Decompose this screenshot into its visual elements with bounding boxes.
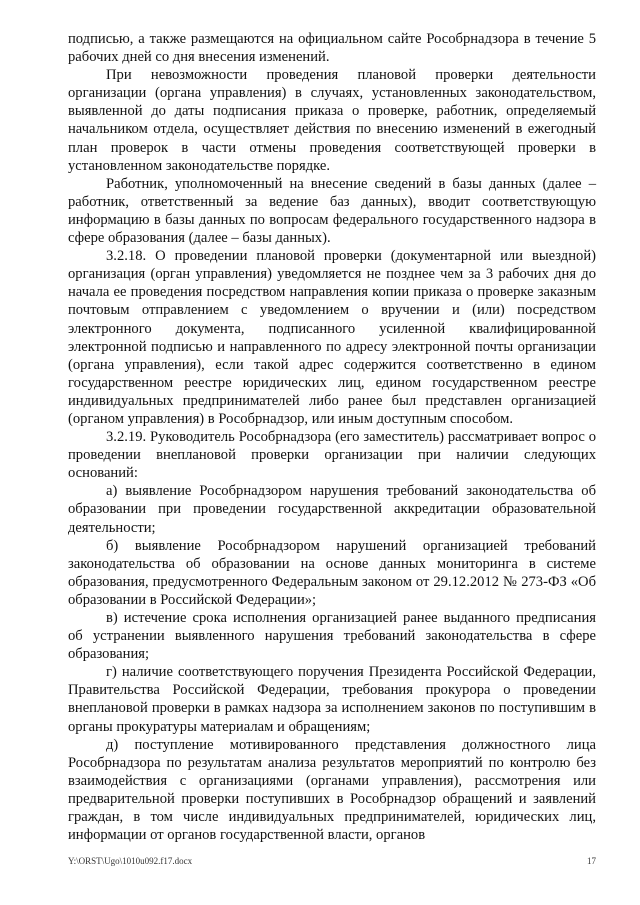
list-item-a: а) выявление Рособрнадзором нарушения требований законодательства об образовании при проведении государственной аккредитации образовательной деятельности; bbox=[68, 483, 596, 536]
list-item-v: в) истечение срока исполнения организацией ранее выданного предписания об устранении выявленного нарушения требований законодательства в сфере образования; bbox=[68, 610, 596, 663]
footer-page-number: 17 bbox=[587, 856, 596, 866]
list-item-b: б) выявление Рособрнадзором нарушений организацией требований законодательства об образовании на основе данных мониторинга в системе образования, предусмотренного Федеральным законом от 29.12.2012 № 273-ФЗ «Об образовании в Российской Федерации»; bbox=[68, 537, 596, 608]
list-item-g: г) наличие соответствующего поручения Президента Российской Федерации, Правительства Российской Федерации, требования прокурора о проведении внеплановой проверки в рамках надзора за исполнением законов по поступившим в органы прокуратуры материалам и обращениям; bbox=[68, 664, 596, 735]
paragraph-3-2-19: 3.2.19. Руководитель Рособрнадзора (его заместитель) рассматривает вопрос о проведении внеплановой проверки организации при наличии следующих оснований: bbox=[68, 429, 596, 482]
list-item-d: д) поступление мотивированного представления должностного лица Рособрнадзора по результатам анализа результатов мероприятий по контролю без взаимодействия с организациями (органами управления), рассмотрения или предварительной проверки поступивших в Рособрнадзор обращений и заявлений граждан, в том числе индивидуальных предпринимателей, юридических лиц, информации от органов государственной власти, органов bbox=[68, 736, 596, 844]
paragraph-database-worker: Работник, уполномоченный на внесение сведений в базы данных (далее – работник, ответственный за ведение баз данных), вводит соответствующую информацию в базы данных по вопросам федерального государственного надзора в сфере образования (далее – базы данных). bbox=[68, 175, 596, 247]
paragraph-plan-cancellation: При невозможности проведения плановой проверки деятельности организации (органа управления) в случаях, установленных законодательством, выявленной до даты подписания приказа о проверке, работник, определяемый начальником отдела, осуществляет действия по внесению изменений в ежегодный план проверок в части отмены проведения соответствующей проверки в установленном законодательстве порядке. bbox=[68, 67, 596, 174]
footer-file-path: Y:\ORST\Ugo\1010u092.f17.docx bbox=[68, 856, 193, 866]
paragraph-continuation: подписью, а также размещаются на официальном сайте Рособрнадзора в течение 5 рабочих дней со дня внесения изменений. bbox=[68, 31, 596, 66]
paragraph-3-2-18: 3.2.18. О проведении плановой проверки (документарной или выездной) организация (орган управления) уведомляется не позднее чем за 3 рабочих дня до начала ее проведения посредством направления копии приказа о проверке заказным почтовым отправлением с уведомлением о вручении и (или) посредством электронного документа, подписанного усиленной квалифицированной электронной подписью и направленного по адресу электронной почты организации (органа управления), если такой адрес содержится соответственно в едином государственном реестре юридических лиц, едином государственном реестре индивидуальных предпринимателей либо ранее был представлен организацией (органом управления) в Рособрнадзор, или иным доступным способом. bbox=[68, 248, 596, 427]
document-body bbox=[68, 30, 596, 844]
